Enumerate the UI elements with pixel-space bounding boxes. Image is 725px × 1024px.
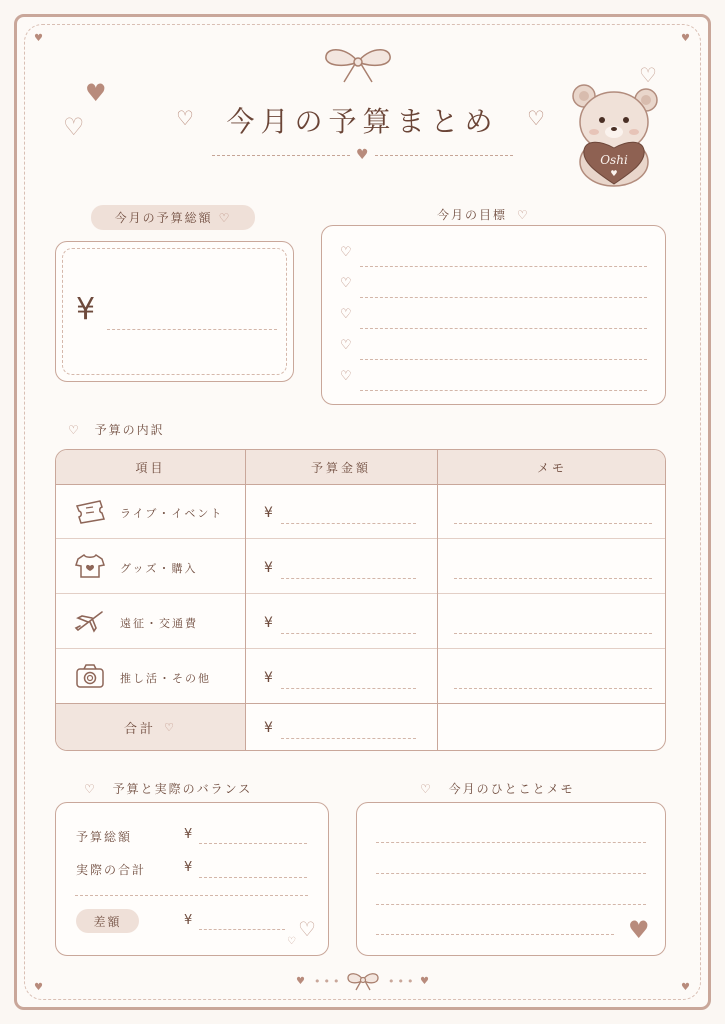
total-label-cell [56,703,245,751]
ribbon-bow-icon [322,44,394,86]
memo-input-line[interactable] [454,688,652,689]
difference-currency: ¥ [184,913,193,928]
row-currency: ¥ [264,615,273,631]
corner-heart-icon: ♥ [34,33,43,44]
amount-input-line[interactable] [281,633,416,634]
footer-heart-icon: ♥ [296,976,305,987]
balance-budget-label: 予算総額 [76,830,133,844]
balance-actual-label: 実際の合計 [76,863,147,877]
camera-icon [74,663,106,689]
note-line[interactable] [376,873,646,874]
difference-input-line[interactable] [199,929,285,930]
heart-icon: ♡ [516,208,530,222]
decor-heart-icon: ♥ [628,916,650,944]
total-budget-inner-border [62,248,287,375]
row-label-goods: グッズ・購入 [120,562,198,575]
footer-ribbon-icon [346,970,380,992]
heart-icon: ♡ [68,423,81,437]
total-budget-label: 今月の予算総額 [114,211,213,225]
memo-input-line[interactable] [454,633,652,634]
breakdown-title: ♡ 予算の内訳 [68,423,165,437]
total-amount-input-line[interactable] [281,738,416,739]
goal-line[interactable] [360,266,647,267]
heart-icon: ♡ [420,782,433,796]
footer-heart-icon: ♥ [420,976,429,987]
total-budget-currency: ¥ [76,292,96,327]
balance-divider [75,895,308,896]
row-currency: ¥ [264,670,273,686]
table-divider [56,648,666,649]
note-line[interactable] [376,904,646,905]
title-heart-icon: ♡ [176,106,194,130]
note-line[interactable] [376,842,646,843]
title-divider-heart-icon: ♥ [356,147,369,163]
goal-line[interactable] [360,359,647,360]
balance-title: ♡ 予算と実際のバランス [84,782,253,796]
table-divider [56,703,666,704]
title-heart-icon: ♡ [527,106,545,130]
decor-heart-icon: ♥ [85,79,107,107]
goal-bullet-heart-icon: ♡ [340,369,352,384]
table-divider [56,538,666,539]
balance-currency: ¥ [184,860,193,875]
goal-line[interactable] [360,328,647,329]
goals-box[interactable] [321,225,666,405]
memo-input-line[interactable] [454,578,652,579]
teddy-bear-icon [566,80,662,188]
table-header-amount: 予算金額 [245,450,437,484]
decor-heart-icon: ♡ [63,113,85,141]
corner-heart-icon: ♥ [34,982,43,993]
note-title: ♡ 今月のひとことメモ [420,782,575,796]
title-divider [375,155,513,156]
title-divider [212,155,350,156]
row-label-live-event: ライブ・イベント [120,507,224,520]
airplane-icon [74,608,106,634]
table-header-memo: メモ [437,450,666,484]
goal-line[interactable] [360,297,647,298]
total-budget-input-line[interactable] [107,329,277,330]
bear-heart-text: Oshi [600,153,628,167]
table-column-divider [245,450,246,751]
ticket-icon [74,498,106,524]
balance-budget-input-line[interactable] [199,843,307,844]
table-header-item: 項目 [56,450,245,484]
balance-currency: ¥ [184,827,193,842]
goals-title: 今月の目標 ♡ [437,208,530,222]
tshirt-icon [74,553,106,579]
decor-heart-icon: ♡ [639,63,657,87]
goal-bullet-heart-icon: ♡ [340,338,352,353]
goal-bullet-heart-icon: ♡ [340,245,352,260]
footer-dots: ••• [388,975,417,988]
budget-breakdown-table [55,449,666,751]
row-label-travel: 遠征・交通費 [120,617,198,630]
table-column-divider [437,450,438,751]
total-currency: ¥ [264,720,273,736]
svg-text:♥: ♥ [610,169,618,178]
goal-bullet-heart-icon: ♡ [340,276,352,291]
row-currency: ¥ [264,560,273,576]
page-title: 今月の予算まとめ [226,105,499,138]
heart-icon: ♡ [84,782,97,796]
balance-actual-input-line[interactable] [199,877,307,878]
corner-heart-icon: ♥ [681,33,690,44]
amount-input-line[interactable] [281,523,416,524]
table-divider [56,484,666,485]
amount-input-line[interactable] [281,578,416,579]
note-box[interactable] [356,802,666,956]
heart-icon: ♡ [218,210,232,225]
footer-dots: ••• [314,975,343,988]
goal-bullet-heart-icon: ♡ [340,307,352,322]
total-label: 合計 [124,722,157,737]
note-line[interactable] [376,934,614,935]
memo-input-line[interactable] [454,523,652,524]
row-label-other: 推し活・その他 [120,672,211,685]
row-currency: ¥ [264,505,273,521]
table-divider [56,593,666,594]
decor-heart-icon: ♡ [298,917,316,941]
heart-icon: ♡ [164,721,177,734]
amount-input-line[interactable] [281,688,416,689]
corner-heart-icon: ♥ [681,982,690,993]
total-budget-pill [91,205,255,230]
decor-heart-icon: ♡ [287,936,296,947]
difference-pill: 差額 [76,909,139,933]
goal-line[interactable] [360,390,647,391]
